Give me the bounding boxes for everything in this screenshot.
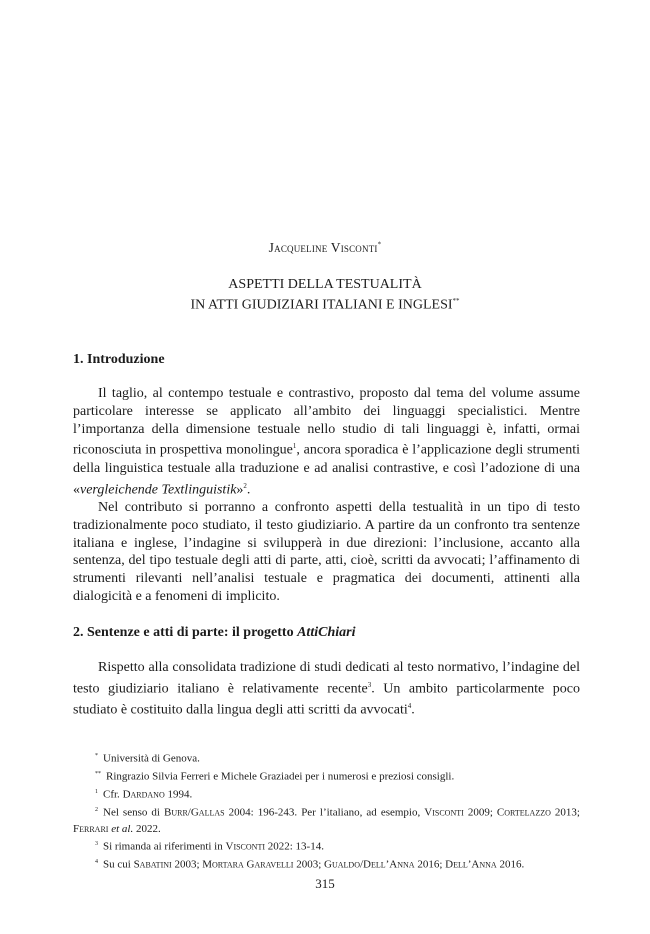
paragraph: Nel contributo si porranno a confronto aspetti della testualità in un tipo di testo tradizionalmente poco studiato, il testo giudiziario. A partire da un confronto tra sentenze italiana e inglese, l’indagine si svilupperà in due direzioni: l’inclusione, accanto alla sentenza, del tipo testuale degli atti di parte, atti, cioè, scritti da avvocati; l’affinamento di strumenti rilevanti nell’analisi testuale e pragmatica dei documenti, attinenti alla dialogicità e a fenomeni di implicito. [73,500,580,605]
title-line-1: ASPETTI DELLA TESTUALITÀ [228,277,422,292]
section-2-heading: 2. Sentenze e atti di parte: il progetto AttiChiari [73,625,356,640]
title-footnote-mark: ** [452,297,460,305]
footnote: $^3$ Si rimanda ai riferimenti in Visconti 2022: 13-14. [95,840,324,853]
footnote: $^2$ Nel senso di Burr/Gallas 2004: 196-243. Per l’italiano, ad esempio, Visconti 2009; Cortelazzo 2013; Ferrari et al. 2022. [73,807,580,835]
paragraph: Rispetto alla consolidata tradizione di studi dedicati al testo normativo, l’indagine del testo giudiziario italiano è relativamente recente$^3$. Un ambito particolarmente poco studiato è costituito dalla lingua degli atti scritti da avvocati$^4$. [73,660,580,718]
footnote: * Università di Genova. [95,752,200,765]
footnote: $^1$ Cfr. Dardano 1994. [95,788,193,801]
footnote-ref: 3 [367,680,372,689]
footnote: $^4$ Su cui Sabatini 2003; Mortara Garavelli 2003; Gualdo/Dell’Anna 2016; Dell’Anna 2016. [95,858,525,871]
footnote-ref: 4 [407,702,412,711]
author-footnote-mark: * [377,240,382,249]
title-line-2: IN ATTI GIUDIZIARI ITALIANI E INGLESI** [190,297,460,313]
footnote-ref: 1 [292,442,297,451]
page-number: 315 [315,876,335,891]
footnote: ** Ringrazio Silvia Ferreri e Michele Graziadei per i numerosi e preziosi consigli. [95,770,455,783]
section-1-heading: 1. Introduzione [73,352,165,367]
article-title [0,276,650,314]
author-name: Jacqueline Visconti* [268,240,382,255]
footnote-ref: 2 [243,481,247,490]
paragraph: Il taglio, al contempo testuale e contrastivo, proposto dal tema del volume assume particolare interesse se applicato all’ambito dei linguaggi specialistici. Mentre l’importanza della dimensione testuale nello studio di tali linguaggi è, infatti, ormai riconosciuta in prospettiva monolingue$^1$, ancora sporadica è l’applicazione degli strumenti della linguistica testuale alla traduzione e ad analisi contrastive, e così l’adozione di una «vergleichende Textlinguistik»$^2$. [73,386,580,498]
section-1-body [73,385,580,606]
section-2-body [73,659,580,720]
footnotes [73,749,580,873]
